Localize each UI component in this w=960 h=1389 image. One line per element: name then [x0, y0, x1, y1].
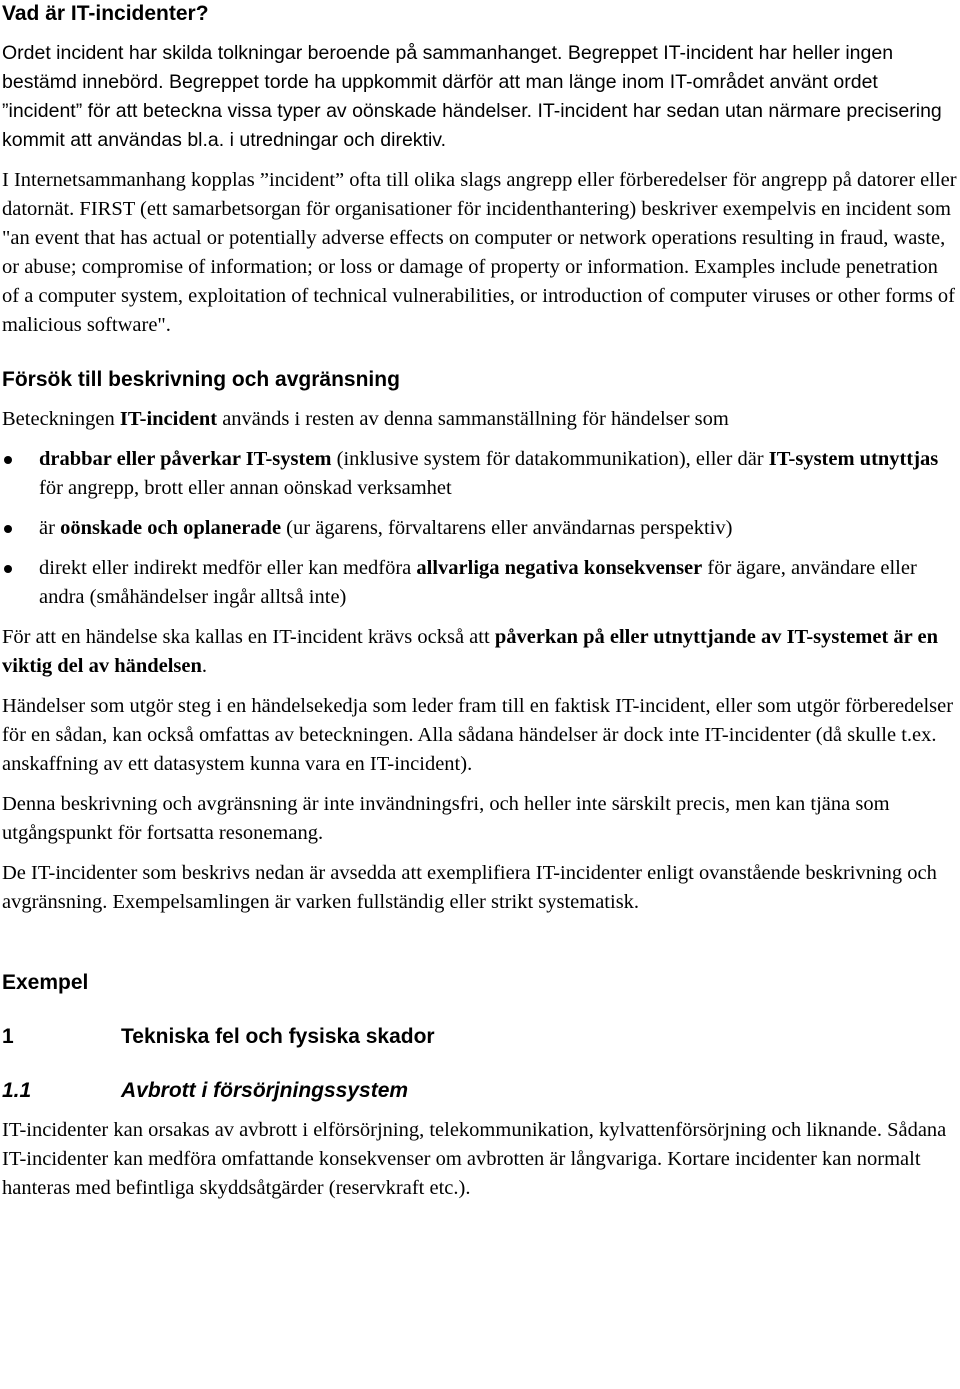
- criteria-text: är: [39, 517, 61, 539]
- section-heading: [2, 1023, 958, 1051]
- subsection-title: Avbrott i försörjningssystem: [121, 1079, 409, 1102]
- list-item: [2, 554, 958, 612]
- bullet-icon: [4, 525, 12, 533]
- effect-lead: För att en händelse ska kallas en IT-incident krävs också att: [2, 626, 495, 648]
- criteria-text: för ägare, användare eller andra (småhändelser ingår alltså inte): [39, 557, 917, 608]
- criteria-text: direkt eller indirekt medför eller kan medföra: [39, 557, 417, 579]
- effect-end: .: [201, 655, 208, 677]
- list-item: [2, 445, 958, 503]
- criteria-list: [2, 445, 958, 612]
- subsection-heading: [2, 1077, 958, 1105]
- example-heading: Exempel: [2, 971, 89, 994]
- effect-paragraph: [2, 623, 958, 681]
- caveat-paragraph: Denna beskrivning och avgränsning är inte invändningsfri, och heller inte särskilt precis, men kan tjäna som utgångspunkt för fortsatta resonemang.: [2, 793, 890, 844]
- subsection-number: 1.1: [2, 1079, 32, 1102]
- list-item: [2, 514, 958, 543]
- criteria-bold: oönskade och oplanerade: [60, 517, 282, 539]
- designation-paragraph: [2, 405, 958, 434]
- examples-paragraph: De IT-incidenter som beskrivs nedan är avsedda att exemplifiera IT-incidenter enligt ovanstående beskrivning och avgränsning. Exempelsamlingen är varken fullständig eller strikt systematisk.: [2, 862, 937, 913]
- criteria-bold: allvarliga negativa konsekvenser: [416, 557, 703, 579]
- criteria-text: (ur ägarens, förvaltarens eller användarnas perspektiv): [281, 517, 733, 539]
- criteria-text: för angrepp, brott eller annan oönskad verksamhet: [39, 477, 452, 499]
- internet-paragraph: I Internetsammanhang kopplas ”incident” ofta till olika slags angrepp eller förberedelser för angrepp på datorer eller datornät. FIRST (ett samarbetsorgan för organisationer för incidenthantering) beskriver exempelvis en incident som "an event that has actual or potentially adverse effects on computer or network operations resulting in fraud, waste, or abuse; compromise of information; or loss or damage of property or information. Examples include penetration of a computer system, exploitation of technical vulnerabilities, or introduction of computer viruses or other forms of malicious software".: [2, 169, 957, 336]
- description-heading: Försök till beskrivning och avgränsning: [2, 368, 400, 391]
- main-heading: Vad är IT-incidenter?: [2, 2, 209, 25]
- criteria-bold: drabbar eller påverkar IT-system: [39, 448, 332, 470]
- intro-paragraph: Ordet incident har skilda tolkningar beroende på sammanhanget. Begreppet IT-incident har heller ingen bestämd innebörd. Begreppet torde ha uppkommit därför att man länge inom IT-området använt ordet ”incident” för att beteckna vissa typer av oönskade händelser. IT-incident har sedan utan närmare precisering kommit att användas bl.a. i utredningar och direktiv.: [2, 42, 942, 151]
- criteria-bold: IT-system utnyttjas: [768, 448, 939, 470]
- effect-bold: påverkan på eller utnyttjande av IT-systemet är en viktig del av händelsen: [2, 626, 939, 677]
- section-number: 1: [2, 1025, 14, 1048]
- section-title: Tekniska fel och fysiska skador: [121, 1025, 435, 1048]
- chain-paragraph: Händelser som utgör steg i en händelsekedja som leder fram till en faktisk IT-incident, eller som utgör förberedelser för en sådan, kan också omfattas av beteckningen. Alla sådana händelser är dock inte IT-incidenter (då skulle t.ex. anskaffning av ett datasystem kunna vara en IT-incident).: [2, 695, 954, 775]
- designation-rest: används i resten av denna sammanställning för händelser som: [217, 408, 729, 430]
- subsection-paragraph: IT-incidenter kan orsakas av avbrott i elförsörjning, telekommunikation, kylvattenförsörjning och liknande. Sådana IT-incidenter kan medföra omfattande konsekvenser om avbrotten är långvariga. Kortare incidenter kan normalt hanteras med befintliga skyddsåtgärder (reservkraft etc.).: [2, 1119, 947, 1199]
- bullet-icon: [4, 565, 12, 573]
- designation-term: IT-incident: [119, 408, 218, 430]
- designation-lead: Beteckningen: [2, 408, 120, 430]
- criteria-text: (inklusive system för datakommunikation), eller där: [331, 448, 769, 470]
- bullet-icon: [4, 456, 12, 464]
